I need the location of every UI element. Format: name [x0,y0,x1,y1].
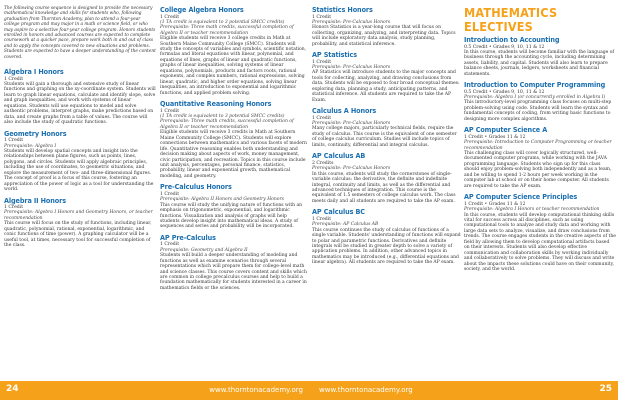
right-column-1 [312,6,461,270]
course-entry [4,68,156,126]
course-title: Algebra II Honors [4,195,66,205]
course-entry [312,51,461,103]
course-description: Eligible students will receive 3 credits in Math at Southern Maine Community College (SMCC). Students will explore connections between mathematics and various facets of modern life. Quantitative reasoning enables both understanding and decision making about aspects of work, money management, civic participation, and recreation. Topics in this course include unit analysis, percentages, personal finance, statistics, probability, linear and exponential growth, mathematical modeling, and geometry. [160,130,307,179]
course-description: Students will develop spatial concepts and insight into the relationships between plane figures, such as points, lines, polygons, and circles. Students will apply algebraic principles, including the use of coordinates, to geometric situations, and explore the measurement of two- and three-dimensional figures. The concept of proof is a focus of this course, fostering an appreciation of the power of logic as a tool for understanding the world. [4,148,154,193]
course-entry [312,208,461,265]
course-description: Students will build a deeper understanding of modeling and functions as well as examine scenarios through several representations which will prepare them for college-level math and science classes. This course covers content and skills which are common in college precalculus courses and help to build a foundation mathematically for students interested in a career in mathematics fields or the sciences. [160,253,307,291]
course-title: AP Pre-Calculus [160,232,216,242]
course-prerequisite: Prerequisite: Pre-Calculus Honors [312,19,391,25]
website-link[interactable]: www.thorntonacademy.org [209,386,303,394]
course-entry [160,100,307,179]
left-footer [0,381,309,400]
course-prerequisite: Prerequisite: Algebra I Honors and Geometry Honors, or teacher recommendation [4,210,153,221]
course-description: In this course, students will study the cornerstones of single-variable calculus: the derivative, the definite and indefinite integral, continuity and limits, as well as the differential and advanced techniques of integration. This course is the equivalent of 1.5 semesters of college calculus work. The class meets daily and all students are required to take the AP exam. [312,171,456,204]
course-description: This introductory-level programming class focuses on multi-step problem-solving using code. Students will learn the syntax and fundamental concepts of coding, from writing basic functions to designing more complex algorithms. [464,100,612,122]
course-entry [160,6,307,96]
course-credit: 1 Credit [4,76,24,82]
page-number: 24 [6,384,19,394]
course-entry [464,126,616,189]
course-description: This course will focus on the study of functions, including linear, quadratic, polynomial, rational, exponential, logarithmic, and conic functions of time (power). A graphing calculator will be a useful tool, at times, necessary tool for successful completion of the class. [4,221,152,249]
course-prerequisite: (1 TA credit is equivalent to 3 potential SMCC credits) Prerequisite: Three math credits, successful completion of Algebra II or teacher recommendation [160,114,294,130]
website-link[interactable]: www.thorntonacademy.org [319,386,413,394]
left-column-2 [160,6,307,295]
course-credit: 1 Credit • Grades 11 & 12 [464,134,526,140]
course-description: In this course, students will become familiar with the language of business through the accounting cycle, including determining assets, liability, and capital. Students will also learn to prepare balance sheets, journals, ledgers, worksheets and financial statements. [464,49,615,77]
course-description: This course continues the study of calculus of functions of a single variable. Students' understanding of functions will expand to polar and parametric functions. Derivatives and definite integrals will be studied in greater depth to solve a variety of application problems. In addition, other advanced topics in mathematics may be introduced (e.g., differential equations and linear algebra). All students are required to take the AP exam. [312,227,461,266]
course-list [464,36,616,272]
course-entry [464,36,616,77]
course-prerequisite: Prerequisite: Introduction to Computer Programming or teacher recommendation [464,140,612,151]
course-entry [160,234,307,291]
course-credit: 1 Credit [312,14,332,20]
course-prerequisite: Prerequisite: Geometry and Algebra II [160,247,248,253]
course-list [160,6,307,291]
course-title: Algebra I Honors [4,67,64,77]
course-credit: 1 Credit [160,14,180,20]
course-list [312,6,461,266]
course-description: In this course, students will develop computational thinking skills vital for success across all disciplines, such as using computational tools to analyze and study data and working with large data sets to analyze, visualize, and draw conclusions from trends. The course engages students in the creative aspects of the field by allowing them to develop computational artifacts based on their interests. Students will also develop effective communication and collaboration skills by working individually and collaboratively to solve problems. They will discuss and write about the impacts these solutions could have on their community, society, and the world. [464,212,616,273]
course-title: Introduction to Computer Programming [464,80,606,90]
course-entry [312,152,461,204]
course-credit: 1 Credit [160,108,180,114]
course-title: AP Computer Science A [464,125,548,135]
course-prerequisite: Prerequisite: Pre-Calculus Honors [312,65,391,71]
course-title: Geometry Honors [4,128,67,138]
course-prerequisite: Prerequisite: Algebra I (or concurrently enrolled in Algebra I) [464,95,606,101]
course-credit: 0.5 Credit • Grades 9, 10, 11 & 12 [464,44,545,50]
course-description: AP Statistics will introduce students to the major concepts and tools for collecting, analyzing, and drawing conclusions from data. Students will be exposed to four broad conceptual themes: exploring data, planning a study, anticipating patterns, and statistical inference. All students are required to take the AP Exam. [312,70,460,103]
course-title: AP Calculus BC [312,207,365,217]
course-title: Pre-Calculus Honors [160,182,232,192]
right-column-2 [464,6,616,276]
right-footer [309,381,618,400]
course-title: Quantitative Reasoning Honors [160,99,272,109]
course-prerequisite: Prerequisite: Algebra II Honors and Geometry Honors [160,197,284,203]
section-title: MATHEMATICS ELECTIVES [464,5,558,34]
course-entry [160,183,307,230]
course-title: Statistics Honors [312,5,373,14]
course-prerequisite: Prerequisite: Algebra I [4,143,57,149]
right-page [309,0,618,400]
course-prerequisite: Prerequisite: Algebra I Honors or teacher recommendation [464,207,600,213]
course-title: AP Computer Science Principles [464,192,578,202]
course-title: AP Statistics [312,50,357,60]
course-credit: 1 Credit [4,205,24,211]
course-entry [4,197,156,249]
course-prerequisite: (1 TA credit is equivalent to 3 potential SMCC credits) Prerequisite: Three math credits, successful completion of Algebra II or teacher recommendation [160,19,294,36]
course-prerequisite: Prerequisite: Pre-Calculus Honors [312,166,391,172]
course-description: Eligible students will receive 3 college credits in Math at Southern Maine Community College (SMCC). Students will study the concepts of variables and symbols, scientific notation, formulas and literal equations with linear, polynomial, and equations of lines, graphs of linear and quadratic functions, graphs of linear inequalities, solving systems of linear equations, polynomials, products and factors roots, rational exponents, and complex numbers, rational expressions, solving linear, quadratic, and higher order equations, solving linear inequalities, an introduction to exponential and logarithmic functions, and applied problem solving. [160,36,307,96]
course-prerequisite: Prerequisite: AP Calculus AB [312,222,379,228]
intro-text: The following course sequence is designed to provide the necessary mathematical knowledge and skills for students who, following graduation from Thornton Academy, plan to attend a four-year college program and may major in a math or science field, or who may aspire to a selective four-year college program. Honors students enrolled in honors and advanced courses are expected to complete coursework at a quicker pace, prepare work both in and out of class and to apply the concepts covered to new situations and problems. Students are expected to have a deeper understanding of the content covered. [4,6,156,60]
course-credit: 2 Credits [312,160,334,166]
course-entry [312,6,461,47]
course-credit: 1 Credit [160,191,180,197]
course-credit: 1 Credit [4,138,24,144]
course-entry [312,107,461,148]
course-credit: 1 Credit [160,242,180,248]
course-credit: 1 Credit • Grades 11 & 12 [464,201,526,207]
course-description: This course will study the unifying nature of functions with an emphasis on trigonometric, exponential, and logarithmic functions. Visualization and analysis of graphs will help students develop insight into mathematical ideas. A study of sequences and series and probability will be incorporated. [160,202,303,230]
course-prerequisite: Prerequisite: Pre-Calculus Honors [312,121,391,127]
course-description: Honors Statistics is a year-long course that will focus on collecting, organizing, analyzing, and interpreting data. Topics will include exploratory data analysis, study planning, probability, and statistical inference. [312,25,456,47]
course-title: Introduction to Accounting [464,35,560,44]
course-entry [464,193,616,272]
left-column-1 [4,6,156,253]
course-entry [4,130,156,193]
course-description: This challenging class will cover logically structured, well-documented computer programs, while working with the JAVA programming language. Students who sign up for this class should enjoy problem-solving both independently and as a team, and be willing to spend 1-2 hours per week working in the computer lab at school or on their home computer. All students are required to take the AP exam. [464,151,612,189]
page-number: 25 [599,384,612,394]
course-credit: 1 Credit [312,216,332,222]
course-title: Calculus A Honors [312,106,377,116]
course-title: AP Calculus AB [312,151,366,161]
course-credit: 0.5 Credit • Grades 9, 10, 11 & 12 [464,89,545,95]
course-description: Many college majors, particularly technical fields, require the study of calculus. This course is the equivalent of one semester of college calculus curriculum. Studies will include topics of limits, continuity, differential and integral calculus. [312,126,457,148]
course-credit: 1 Credit [312,115,332,121]
course-list [4,68,156,248]
course-entry [464,81,616,122]
course-title: College Algebra Honors [160,5,244,14]
course-credit: 1 Credit [312,59,332,65]
course-description: Students will gain a thorough and extensive study of linear functions and graphing on the xy-coordinate system. Students will learn to graph linear equations, calculate and identify slope, solve and graph inequalities, and work with systems of linear equations. Students will use equations to model and solve authentic problems, interpret graphs, make predictions based on data, and create graphs from a table of values. The course will also include the study of quadratic functions. [4,81,156,126]
